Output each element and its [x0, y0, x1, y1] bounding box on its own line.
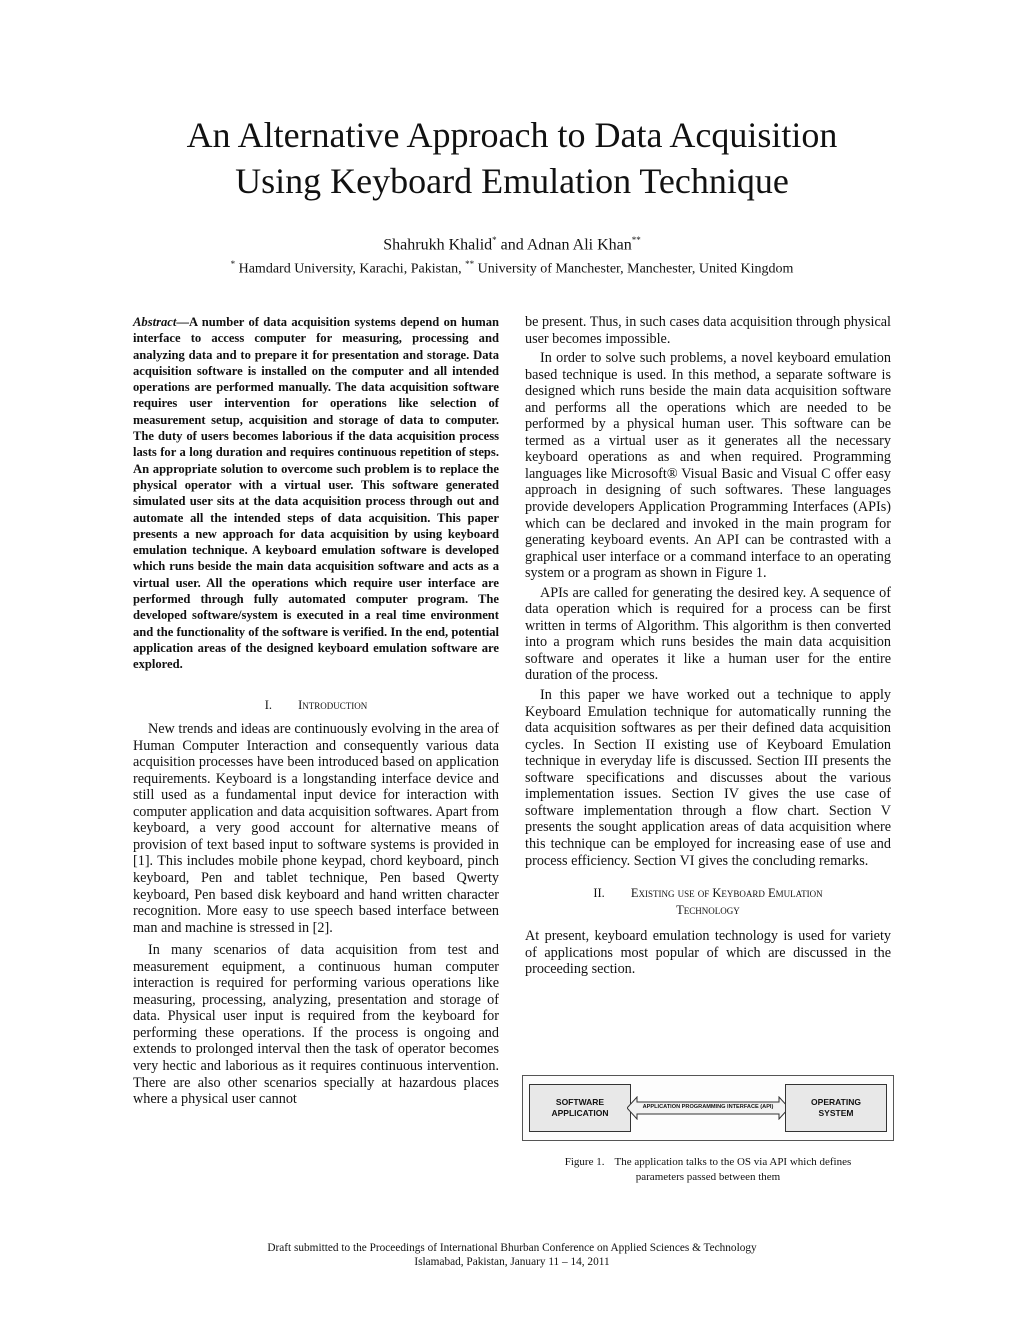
affil-mark-2: **	[465, 259, 475, 269]
authors-and: and	[496, 236, 527, 254]
caption-line-1: The application talks to the OS via API which defines	[614, 1156, 852, 1168]
author-2-mark: **	[631, 235, 641, 245]
affil-1: Hamdard University, Karachi, Pakistan,	[235, 261, 466, 277]
abstract-label: Abstract	[133, 315, 177, 329]
left-box-line-2: APPLICATION	[551, 1108, 609, 1118]
footer-line-2: Islamabad, Pakistan, January 11 – 14, 2011	[414, 1256, 610, 1268]
right-column	[525, 314, 891, 978]
figure-1-caption	[525, 1155, 891, 1185]
section-1-number: I.	[264, 697, 273, 712]
intro-paragraph-1: New trends and ideas are continuously evolving in the area of Human Computer Interaction and consequently various data acquisition processes have been introduced based on application requirements. Keyboard is a longstanding interface device and still used as a fundamental input device for interaction with computer application and data acquisition softwares. Apart from keyboard, a very good account for alternative means of provision of text based input to software systems is provided in [1]. This includes mobile phone keypad, chord keyboard, pinch keyboard, Pen and tablet technique, Pen based Qwerty keyboard, Pen based disk keyboard and hand written character recognition. More easy to use speech based interface between man and machine is stressed in [2].	[133, 721, 499, 936]
right-paragraph-3: APIs are called for generating the desired key. A sequence of data operation which is required for a process can be first written in terms of Algorithm. This algorithm is then converted into a program which runs besides the main data acquisition software and operates it like a human user for the entire duration of the process.	[525, 584, 891, 684]
section-2-heading	[525, 885, 891, 918]
author-2: Adnan Ali Khan	[526, 236, 632, 254]
right-paragraph-1: be present. Thus, in such cases data acquisition through physical user becomes impossible.	[525, 314, 891, 347]
caption-line-2: parameters passed between them	[635, 1171, 781, 1183]
right-box-line-1: OPERATING	[811, 1097, 861, 1107]
section-2-paragraph: At present, keyboard emulation technology is used for variety of applications most popular of which are discussed in the proceeding section.	[525, 928, 891, 978]
section-1-title: Introduction	[298, 697, 368, 712]
section-2-title-line-1: Existing use of Keyboard Emulation	[630, 886, 823, 901]
operating-system-box	[785, 1084, 887, 1132]
footer	[0, 1241, 1024, 1269]
caption-label: Figure 1.	[564, 1156, 605, 1168]
paper-title	[0, 112, 1024, 204]
affil-mark-1: *	[230, 259, 236, 269]
software-application-box	[529, 1084, 631, 1132]
right-paragraph-4: In this paper we have worked out a technique to apply Keyboard Emulation technique for automatically running the data acquisition softwares as per their defined data acquisition cycles. In Section II existing use of Keyboard Emulation technique in everyday life is discussed. Section III presents the software specifications and discusses about the various implementation issues. Section IV gives the use case of software implementation through a flow chart. Section V presents the sought application areas of data acquisition where this technique can be employed for increasing ease of use and process efficiency. Section VI gives the concluding remarks.	[525, 687, 891, 869]
right-paragraph-2: In order to solve such problems, a novel keyboard emulation based technique is used. In this method, a separate software is designed which runs beside the main data acquisition software and performs all the operations which are needed to be performed by a physical human user. This software can be termed as a virtual user as it generates all the necessary keyboard operations as and when required. Programming languages like Microsoft® Visual Basic and Visual C offer easy approach in designing of such softwares. These languages provide developers Application Programming Interfaces (APIs) which can be declared and invoked in the main program for generating keyboard events. An API can be contrasted with a graphical user interface or a command interface to an operating system or a program as shown in Figure 1.	[525, 350, 891, 582]
section-2-number: II.	[593, 886, 605, 901]
section-2-title-line-2: Technology	[676, 902, 740, 917]
affiliations	[0, 259, 1024, 278]
title-line-1: An Alternative Approach to Data Acquisition	[186, 115, 838, 155]
right-box-line-2: SYSTEM	[818, 1108, 854, 1118]
left-box-line-1: SOFTWARE	[555, 1097, 605, 1107]
figure-1	[522, 1075, 894, 1141]
affil-2: University of Manchester, Manchester, United Kingdom	[474, 261, 794, 277]
abstract-text: A number of data acquisition systems depend on human interface to access computer for measuring, processing and analyzing data and to prepare it for presentation and storage. Data acquisition software is installed on the computer and all intended operations are performed manually. The data acquisition software requires user intervention for operations like selection of measurement setup, acquisition and storage of data to computer. The duty of users becomes laborious if the data acquisition process lasts for a long duration and requires continuous repetition of steps. An appropriate solution to overcome such problem is to replace the physical operator with a virtual user. This software generated simulated user sits at the data acquisition process through out and automate all the intended steps of data acquisition. This paper presents a new approach for data acquisition by using keyboard emulation technique. A keyboard emulation software is developed which runs beside the main data acquisition software and acts as a virtual user. All the operations which require user interface are performed through fully automated computer program. The developed software/system is executed in a real time environment and the functionality of the software is verified. In the end, potential application areas of the designed keyboard emulation software are explored.	[133, 315, 499, 672]
footer-line-1: Draft submitted to the Proceedings of International Bhurban Conference on Applied Sciences & Technology	[267, 1242, 757, 1254]
author-1: Shahrukh Khalid	[383, 236, 493, 254]
abstract-dash: —	[176, 315, 189, 329]
title-line-2: Using Keyboard Emulation Technique	[235, 161, 789, 201]
api-arrow-label: APPLICATION PROGRAMMING INTERFACE (API)	[642, 1104, 774, 1110]
left-column	[133, 314, 499, 1108]
author-1-mark: *	[492, 235, 497, 245]
intro-paragraph-2: In many scenarios of data acquisition from test and measurement equipment, a continuous human computer interaction is required for performing various operations like measuring, processing, analyzing, presentation and storage of data. Physical user input is required from the keyboard for performing these operations. If the process is ongoing and extends to prolonged interval then the task of operator becomes very hectic and laborious as it requires continuous intervention. There are also other scenarios specially at hazardous places where a physical user cannot	[133, 942, 499, 1108]
authors	[0, 235, 1024, 254]
abstract	[133, 314, 499, 673]
section-1-heading	[133, 697, 499, 714]
